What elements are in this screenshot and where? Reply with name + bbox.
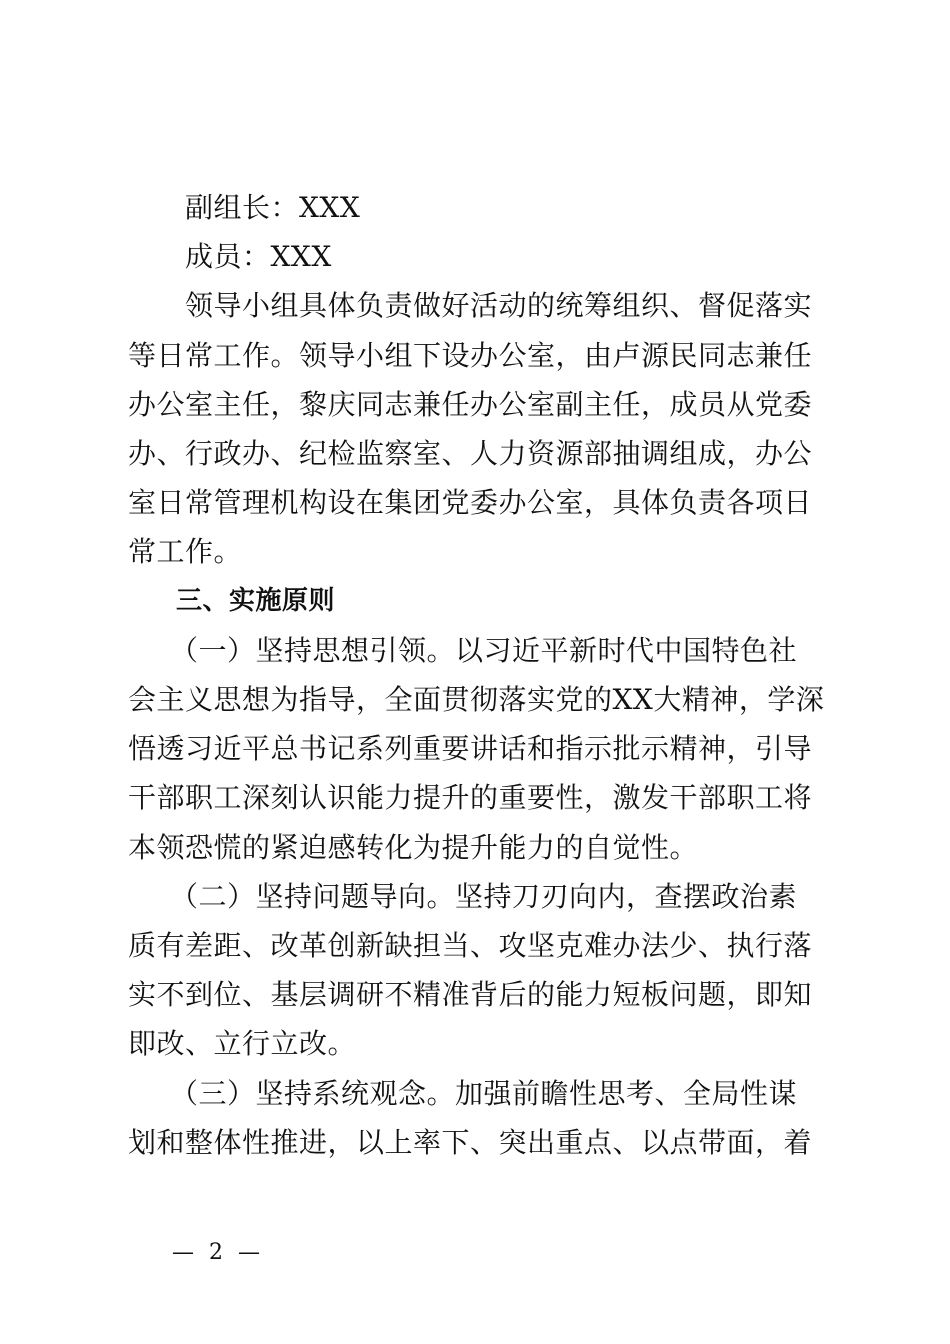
section-heading-text: 三、实施原则 [176, 585, 336, 616]
text-line: 悟透习近平总书记系列重要讲话和指示批示精神，引导 [128, 732, 813, 766]
text-line: 办公室主任，黎庆同志兼任办公室副主任，成员从党委 [128, 387, 813, 421]
text-line: 质有差距、改革创新缺担当、攻坚克难办法少、执行落 [128, 929, 813, 963]
text-line: （三）坚持系统观念。加强前瞻性思考、全局性谋 [170, 1076, 798, 1110]
text-line: 成员：XXX [185, 240, 332, 274]
text-line: 室日常管理机构设在集团党委办公室，具体负责各项日 [128, 486, 813, 520]
text-line: 干部职工深刻认识能力提升的重要性，激发干部职工将 [128, 781, 813, 815]
document-body [128, 183, 834, 1167]
section-heading [128, 577, 834, 626]
members-line [128, 232, 834, 281]
text-line: 办、行政办、纪检监察室、人力资源部抽调组成，办公 [128, 437, 813, 471]
text-line: 本领恐慌的紧迫感转化为提升能力的自觉性。 [128, 830, 699, 864]
text-line: （一）坚持思想引领。以习近平新时代中国特色社 [170, 633, 798, 667]
text-line: （二）坚持问题导向。坚持刀刃向内，查摆政治素 [170, 879, 798, 913]
paragraph-principle-2 [128, 872, 834, 1069]
text-line: 划和整体性推进，以上率下、突出重点、以点带面，着 [128, 1125, 813, 1159]
paragraph-principle-3 [128, 1069, 834, 1167]
deputy-leader-line [128, 183, 834, 232]
paragraph-office-duties [128, 281, 834, 576]
text-line: 即改、立行立改。 [128, 1027, 357, 1061]
text-line: 会主义思想为指导，全面贯彻落实党的XX大精神，学深 [128, 683, 825, 717]
paragraph-principle-1 [128, 626, 834, 872]
page-number: — 2 — [172, 1240, 264, 1265]
text-line: 副组长：XXX [185, 191, 361, 224]
text-line: 实不到位、基层调研不精准背后的能力短板问题，即知 [128, 978, 813, 1012]
text-line: 等日常工作。领导小组下设办公室，由卢源民同志兼任 [128, 338, 813, 372]
text-line: 领导小组具体负责做好活动的统筹组织、督促落实 [185, 289, 813, 323]
text-line: 常工作。 [128, 535, 243, 569]
